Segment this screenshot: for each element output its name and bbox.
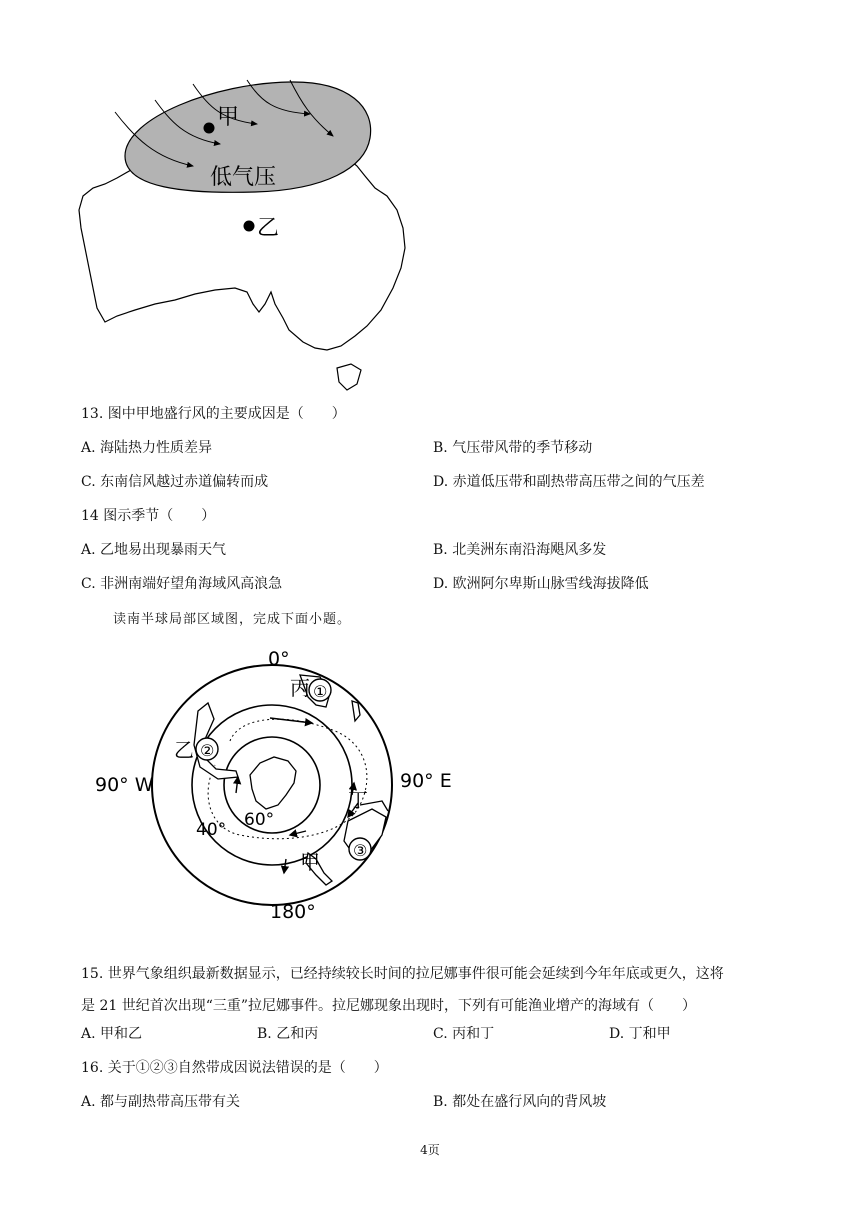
point-yi-dot [244,221,255,232]
label-90e: 90° E [400,770,452,792]
marker-3: ③ [353,841,368,860]
marker-1: ① [313,682,328,701]
label-0-deg: 0° [268,648,290,670]
label-ding: 丁 [348,788,368,812]
label-jia: 甲 [300,850,320,874]
label-low-pressure: 低气压 [210,165,277,190]
point-jia-dot [204,123,215,134]
madagascar-land [352,701,360,721]
label-yi: 乙 [257,216,280,241]
current-arrow [290,831,306,835]
q14-option-b[interactable]: B. 北美洲东南沿海飓风多发 [433,542,607,558]
question-13-stem: 13. 图中甲地盛行风的主要成因是（ ） [81,406,346,422]
southern-hemisphere-map [90,645,470,925]
q14-option-c[interactable]: C. 非洲南端好望角海域风高浪急 [81,576,283,592]
label-jia: 甲 [217,105,240,130]
q13-option-d[interactable]: D. 赤道低压带和副热带高压带之间的气压差 [433,474,705,490]
section-intro: 读南半球局部区域图，完成下面小题。 [113,612,352,627]
q13-option-a[interactable]: A. 海陆热力性质差异 [81,440,213,456]
question-16-stem: 16. 关于①②③自然带成因说法错误的是（ ） [81,1060,388,1076]
label-yi: 乙 [174,738,194,762]
q14-option-d[interactable]: D. 欧洲阿尔卑斯山脉雪线海拔降低 [433,576,649,592]
current-arrow [284,859,286,873]
label-180-deg: 180° [270,901,316,923]
current-arrow [236,777,238,793]
label-bing: 丙 [290,676,310,700]
q15-stem-line1: 15. 世界气象组织最新数据显示，已经持续较长时间的拉尼娜事件很可能会延续到今年年底或更久，这将 [81,966,724,982]
label-lat-40: 40° [196,820,227,840]
q15-option-c[interactable]: C. 丙和丁 [433,1026,495,1042]
question-15-stem [81,958,781,1022]
q16-option-b[interactable]: B. 都处在盛行风向的背风坡 [433,1094,607,1110]
current-arrow [270,718,312,723]
page-number: 4页 [420,1143,440,1157]
q13-option-b[interactable]: B. 气压带风带的季节移动 [433,440,593,456]
tasmania-outline [337,364,361,390]
antarctica-outline [250,757,296,809]
q16-option-a[interactable]: A. 都与副热带高压带有关 [81,1094,241,1110]
australia-map [75,78,415,398]
q13-option-c[interactable]: C. 东南信风越过赤道偏转而成 [81,474,269,490]
q15-option-d[interactable]: D. 丁和甲 [609,1026,671,1042]
label-90w: 90° W [95,774,154,796]
q15-option-a[interactable]: A. 甲和乙 [81,1026,143,1042]
question-14-stem: 14 图示季节（ ） [81,508,216,524]
q15-stem-line2: 是 21 世纪首次出现“三重”拉尼娜事件。拉尼娜现象出现时，下列有可能渔业增产的海域有（ ） [81,998,697,1014]
label-lat-60: 60° [244,810,275,830]
marker-2: ② [200,741,215,760]
q15-option-b[interactable]: B. 乙和丙 [257,1026,319,1042]
q14-option-a[interactable]: A. 乙地易出现暴雨天气 [81,542,227,558]
